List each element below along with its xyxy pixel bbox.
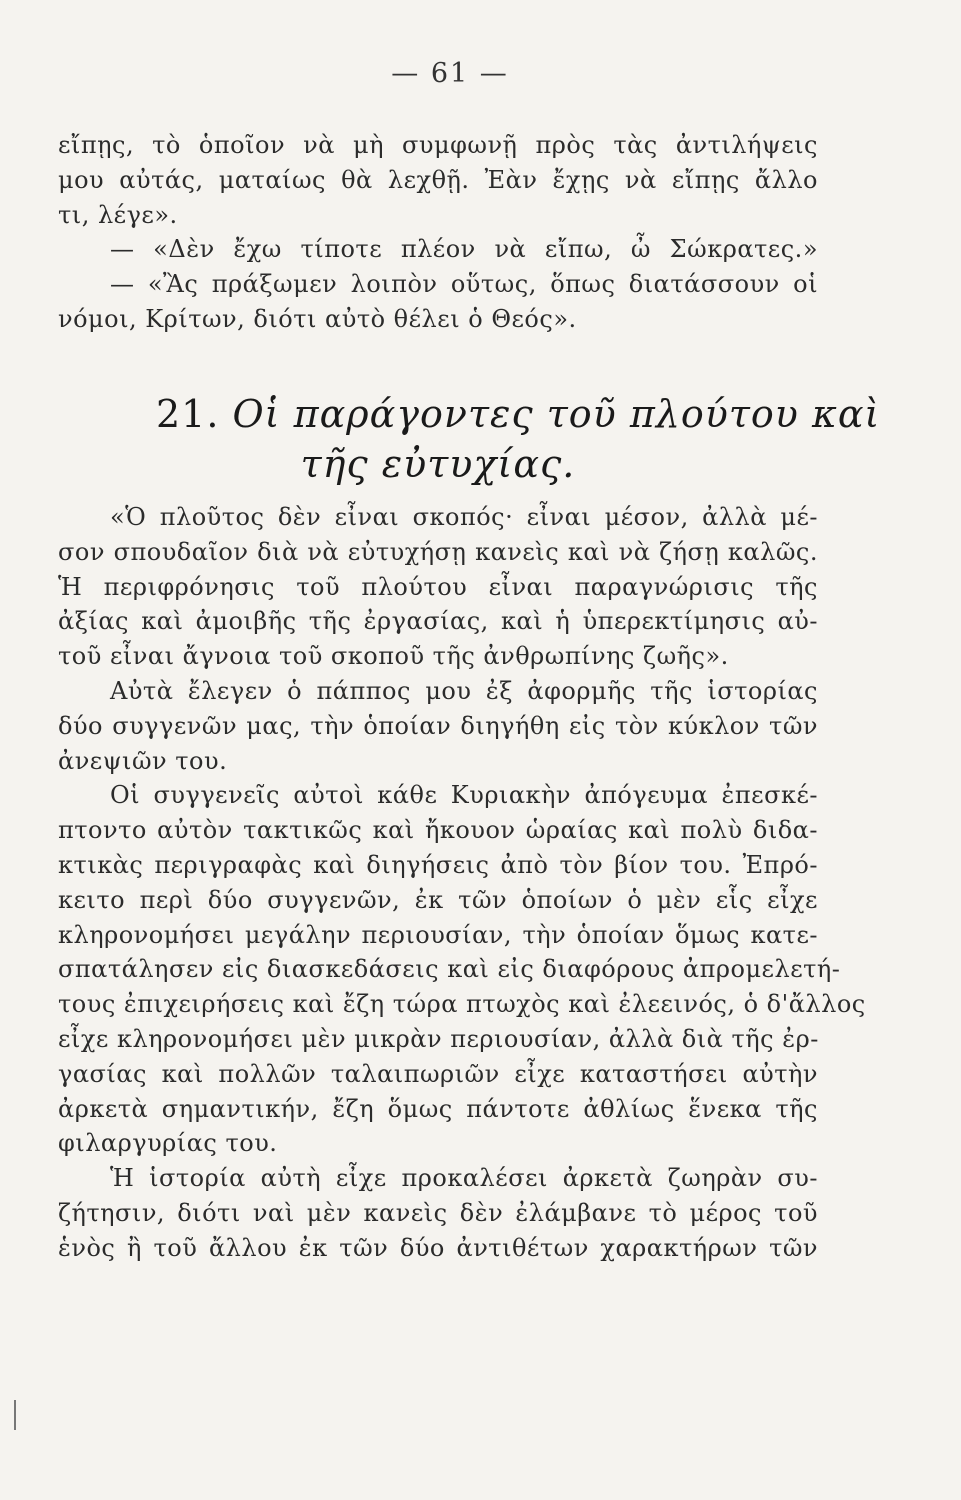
text-line: σον σπουδαῖον διὰ νὰ εὐτυχήσῃ κανεὶς καὶ νὰ ζήσῃ καλῶς.: [58, 537, 818, 566]
text-line: σπατάλησεν εἰς διασκεδάσεις καὶ εἰς διαφόρους ἀπρομελετή-: [58, 955, 841, 984]
section-number: 21.: [156, 392, 220, 436]
text-line: — «Ἂς πράξωμεν λοιπὸν οὕτως, ὅπως διατάσσουν οἱ: [110, 270, 818, 299]
text-line: ἀρκετὰ σημαντικήν, ἔζη ὅμως πάντοτε ἀθλίως ἕνεκα τῆς: [58, 1094, 818, 1123]
page-number: — 61 —: [391, 58, 509, 89]
text-line: δύο συγγενῶν μας, τὴν ὁποίαν διηγήθη εἰς τὸν κύκλον τῶν: [58, 711, 818, 740]
text-line: «Ὁ πλοῦτος δὲν εἶναι σκοπός· εἶναι μέσον, ἀλλὰ μέ-: [110, 503, 818, 531]
text-line: εἴπῃς, τὸ ὁποῖον νὰ μὴ συμφωνῇ πρὸς τὰς ἀντιλήψεις: [58, 131, 818, 159]
text-line: Ἡ ἱστορία αὐτὴ εἶχε προκαλέσει ἀρκετὰ ζωηρὰν συ-: [110, 1164, 818, 1193]
text-line: κληρονομήσει μεγάλην περιουσίαν, τὴν ὁποίαν ὅμως κατε-: [58, 920, 818, 949]
text-line: νόμοι, Κρίτων, διότι αὐτὸ θέλει ὁ Θεός».: [58, 304, 577, 333]
margin-mark: [14, 1400, 16, 1430]
text-line: κειτο περὶ δύο συγγενῶν, ἐκ τῶν ὁποίων ὁ μὲν εἷς εἶχε: [58, 885, 818, 914]
section-heading-line-2: τῆς εὐτυχίας.: [300, 442, 576, 486]
text-line: τοῦ εἶναι ἄγνοια τοῦ σκοποῦ τῆς ἀνθρωπίνης ζωῆς».: [58, 642, 729, 671]
text-line: — «Δὲν ἔχω τίποτε πλέον νὰ εἴπω, ὦ Σώκρατες.»: [110, 235, 818, 264]
text-line: Ἡ περιφρόνησις τοῦ πλούτου εἶναι παραγνώρισις τῆς: [58, 572, 818, 601]
text-line: Αὐτὰ ἔλεγεν ὁ πάππος μου ἐξ ἀφορμῆς τῆς ἱστορίας: [110, 676, 818, 705]
text-line: τους ἐπιχειρήσεις καὶ ἔζη τώρα πτωχὸς καὶ ἐλεεινός, ὁ δ'ἄλλος: [58, 990, 866, 1019]
text-line: ἀνεψιῶν του.: [58, 746, 228, 775]
body-text-block: [58, 500, 866, 1266]
text-line: ἑνὸς ἢ τοῦ ἄλλου ἐκ τῶν δύο ἀντιθέτων χαρακτήρων τῶν: [58, 1233, 818, 1262]
text-line: φιλαργυρίας του.: [58, 1129, 278, 1158]
text-line: γασίας καὶ πολλῶν ταλαιπωριῶν εἶχε καταστήσει αὐτὴν: [58, 1059, 818, 1088]
text-line: μου αὐτάς, ματαίως θὰ λεχθῇ. Ἐὰν ἔχῃς νὰ εἴπῃς ἄλλο: [58, 165, 818, 194]
text-line: κτικὰς περιγραφὰς καὶ διηγήσεις ἀπὸ τὸν βίον του. Ἐπρό-: [58, 850, 818, 879]
text-line: τι, λέγε».: [58, 200, 178, 229]
intro-text-block: [58, 128, 818, 337]
text-line: Οἱ συγγενεῖς αὐτοὶ κάθε Κυριακὴν ἀπόγευμα ἐπεσκέ-: [110, 781, 818, 810]
text-line: εἶχε κληρονομήσει μὲν μικρὰν περιουσίαν, ἀλλὰ διὰ τῆς ἐρ-: [58, 1024, 819, 1053]
text-line: πτοντο αὐτὸν τακτικῶς καὶ ἤκουον ὡραίας καὶ πολὺ διδα-: [58, 816, 818, 845]
text-line: ζήτησιν, διότι ναὶ μὲν κανεὶς δὲν ἐλάμβανε τὸ μέρος τοῦ: [58, 1198, 818, 1227]
section-title-line-1: Οἱ παράγοντες τοῦ πλούτου καὶ: [232, 392, 881, 436]
section-heading-line-1: [58, 392, 916, 436]
text-line: ἀξίας καὶ ἀμοιβῆς τῆς ἐργασίας, καὶ ἡ ὑπερεκτίμησις αὐ-: [58, 607, 818, 636]
